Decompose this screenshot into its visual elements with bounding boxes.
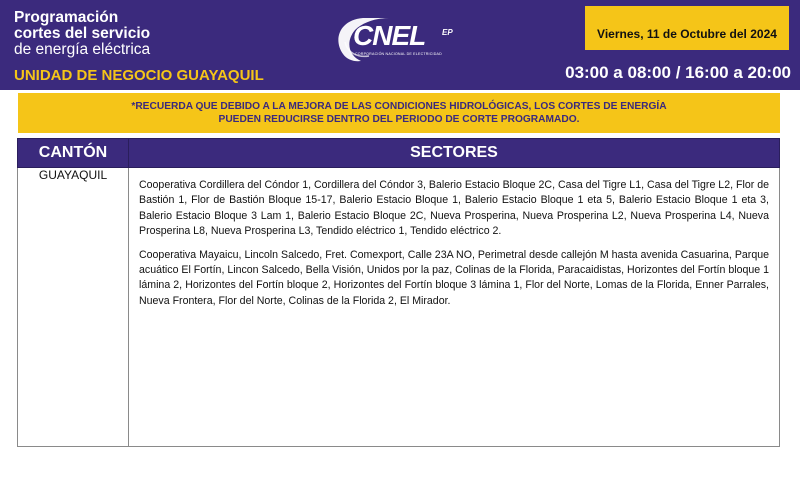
date-badge <box>585 6 789 50</box>
logo-subtitle: CORPORACIÓN NACIONAL DE ELECTRICIDAD <box>355 52 442 56</box>
sectors-cell <box>129 168 780 447</box>
sectors-table <box>17 138 780 447</box>
page-header <box>0 0 800 90</box>
header-title-line: Programación <box>14 9 119 26</box>
canton-cell: GUAYAQUIL <box>18 168 129 447</box>
logo-suffix: EP <box>442 28 453 37</box>
sector-list: Cooperativa Mayaicu, Lincoln Salcedo, Fret. Comexport, Calle 23A NO, Perimetral desde callejón M hasta avenida Casuarina, Parque acuático El Fortín, Lincon Salcedo, Bella Visión, Unidos por la paz, Colinas de la Florida, Paracaidistas, Horizontes del Fortín bloque 1 lámina 2, Horizontes del Fortín bloque 2, Horizontes del Fortín bloque 3 lámina 1, Flor del Norte, Lomas de la Florida, Enner Parrales, Nueva Frontera, Flor del Norte, Colinas de la Florida 2, El Mirador. <box>139 248 769 307</box>
notice-line: PUEDEN REDUCIRSE DENTRO DEL PERIODO DE CORTE PROGRAMADO. <box>218 114 580 125</box>
notice-line: *RECUERDA QUE DEBIDO A LA MEJORA DE LAS CONDICIONES HIDROLÓGICAS, LOS CORTES DE ENERGÍA <box>131 101 667 112</box>
header-title-line: cortes del servicio <box>14 25 151 42</box>
outage-schedule: 03:00 a 08:00 / 16:00 a 20:00 <box>565 63 791 82</box>
header-title-line: de energía eléctrica <box>14 41 151 58</box>
header-title <box>14 10 150 58</box>
table-row <box>18 168 780 447</box>
cnel-logo <box>333 12 473 64</box>
business-unit-name: UNIDAD DE NEGOCIO GUAYAQUIL <box>14 67 264 84</box>
table-header-row <box>18 139 780 168</box>
logo-wordmark: CNEL <box>353 20 426 51</box>
header-sectors: SECTORES <box>129 139 780 168</box>
sector-list: Cooperativa Cordillera del Cóndor 1, Cordillera del Cóndor 3, Balerio Estacio Bloque 2C, Casa del Tigre L1, Casa del Tigre L2, Flor de Bastión 1, Flor de Bastión Bloque 15-17, Balerio Estacio Bloque 1, Balerio Estacio Bloque 1 eta 5, Balerio Estacio Bloque 1 eta 3, Balerio Estacio Bloque 3 Lam 1, Balerio Estacio Bloque 2C, Nueva Prosperina, Nueva Prosperina L2, Nueva Prosperina L4, Nueva Prosperina L8, Nueva Prosperina L3, Tendido eléctrico 1, Tendido eléctrico 2. <box>139 179 769 238</box>
notice-banner <box>18 93 780 133</box>
date-text: Viernes, 11 de Octubre del 2024 <box>597 27 777 41</box>
header-canton: CANTÓN <box>18 139 129 168</box>
